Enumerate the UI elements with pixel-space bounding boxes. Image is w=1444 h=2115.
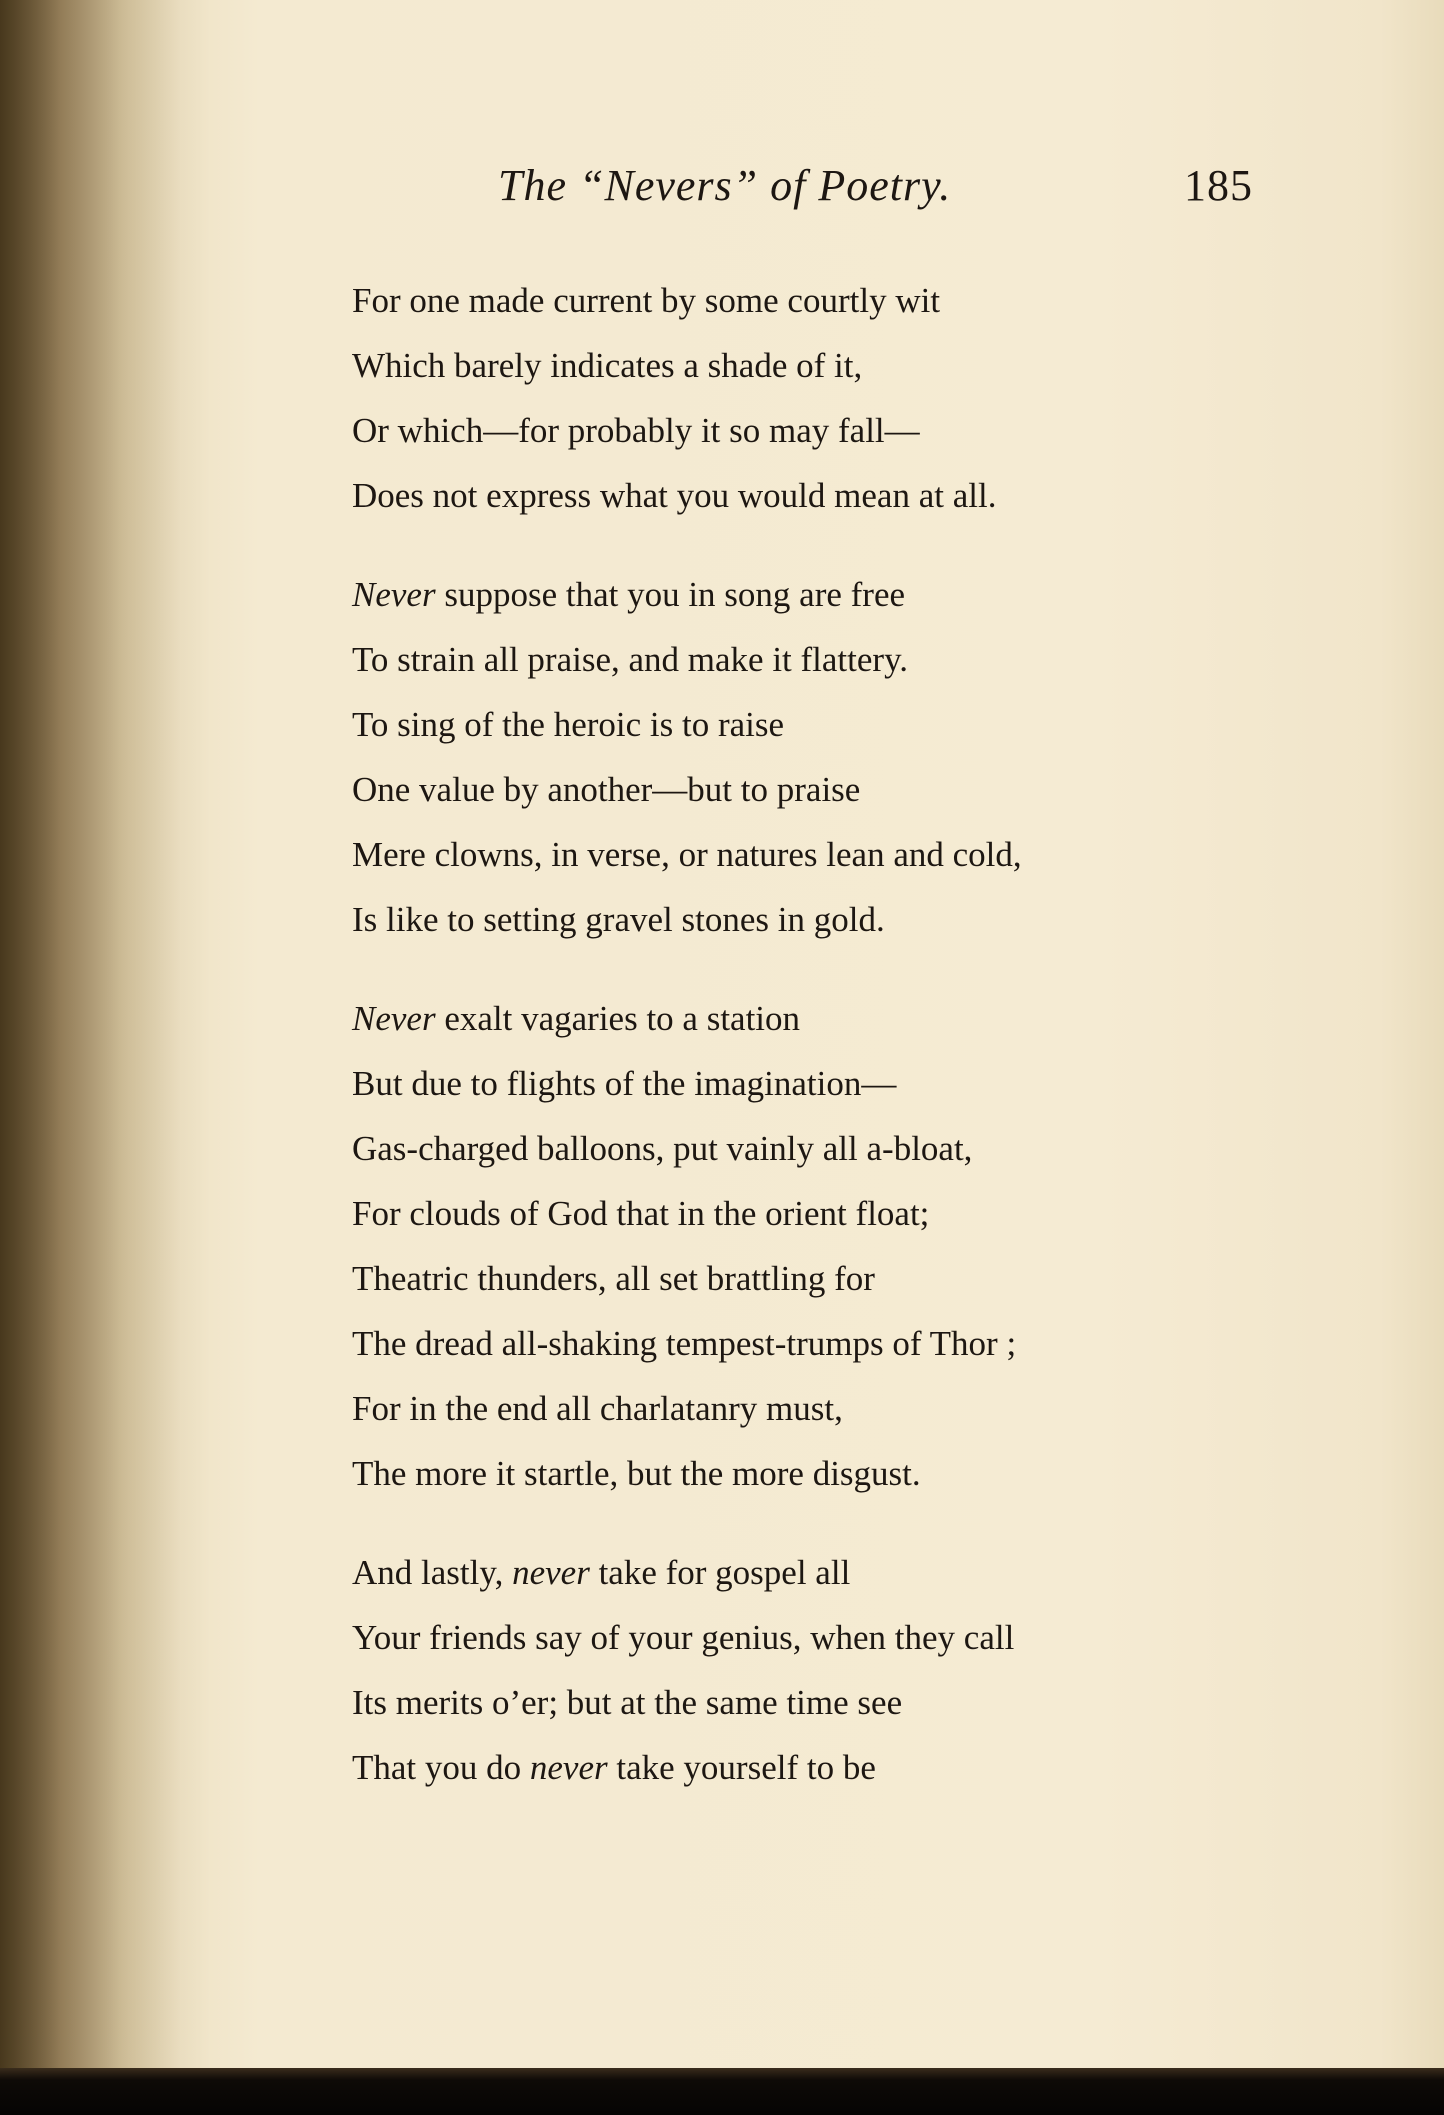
verse-line [352, 1540, 1252, 1605]
line-text: One value by another—but to praise [352, 770, 861, 809]
verse-line [352, 986, 1252, 1051]
line-text: take yourself to be [607, 1748, 876, 1787]
verse-line [352, 463, 1252, 528]
line-text: To strain all praise, and make it flattery. [352, 640, 909, 679]
line-text: Mere clowns, in verse, or natures lean and cold, [352, 835, 1022, 874]
line-text: Or which—for probably it so may fall— [352, 411, 920, 450]
verse-line [352, 1441, 1252, 1506]
verse-line [352, 1051, 1252, 1116]
running-title: The “Nevers” of Poetry. [498, 161, 952, 210]
verse-line [352, 822, 1252, 887]
verse-line [352, 1605, 1252, 1670]
line-text: And lastly, [352, 1553, 513, 1592]
line-text: Which barely indicates a shade of it, [352, 346, 863, 385]
line-text: But due to flights of the imagination— [352, 1064, 897, 1103]
line-text: Its merits o’er; but at the same time see [352, 1683, 903, 1722]
italic-word: never [512, 1553, 590, 1592]
line-text: Gas-charged balloons, put vainly all a-bloat, [352, 1129, 973, 1168]
line-text: take for gospel all [589, 1553, 851, 1592]
running-header [0, 160, 1444, 230]
line-text: For in the end all charlatanry must, [352, 1389, 843, 1428]
poem-text [352, 268, 1252, 1834]
verse-line [352, 562, 1252, 627]
bottom-edge [0, 2068, 1444, 2115]
line-text: Your friends say of your genius, when they call [352, 1618, 1015, 1657]
verse-line [352, 1246, 1252, 1311]
line-text: Theatric thunders, all set brattling for [352, 1259, 875, 1298]
verse-line [352, 757, 1252, 822]
line-text: Does not express what you would mean at all. [352, 476, 997, 515]
verse-line [352, 692, 1252, 757]
verse-line [352, 268, 1252, 333]
line-text: suppose that you in song are free [435, 575, 906, 614]
italic-word: Never [352, 575, 436, 614]
verse-line [352, 1376, 1252, 1441]
line-text: Is like to setting gravel stones in gold. [352, 900, 885, 939]
line-text: For one made current by some courtly wit [352, 281, 941, 320]
line-text: To sing of the heroic is to raise [352, 705, 785, 744]
page-number: 185 [1184, 161, 1253, 210]
verse-line [352, 333, 1252, 398]
verse-line [352, 1116, 1252, 1181]
verse-line [352, 887, 1252, 952]
verse-line [352, 1670, 1252, 1735]
line-text: The dread all-shaking tempest-trumps of Thor ; [352, 1324, 1017, 1363]
stanza [352, 268, 1252, 528]
verse-line [352, 1735, 1252, 1800]
line-text: That you do [352, 1748, 530, 1787]
stanza [352, 1540, 1252, 1800]
verse-line [352, 1181, 1252, 1246]
stanza [352, 562, 1252, 952]
verse-line [352, 398, 1252, 463]
stanza [352, 986, 1252, 1506]
verse-line [352, 1311, 1252, 1376]
italic-word: never [529, 1748, 608, 1787]
line-text: For clouds of God that in the orient float; [352, 1194, 930, 1233]
line-text: exalt vagaries to a station [435, 999, 801, 1038]
gutter-shadow [0, 0, 210, 2068]
line-text: The more it startle, but the more disgust. [352, 1454, 921, 1493]
italic-word: Never [352, 999, 436, 1038]
verse-line [352, 627, 1252, 692]
